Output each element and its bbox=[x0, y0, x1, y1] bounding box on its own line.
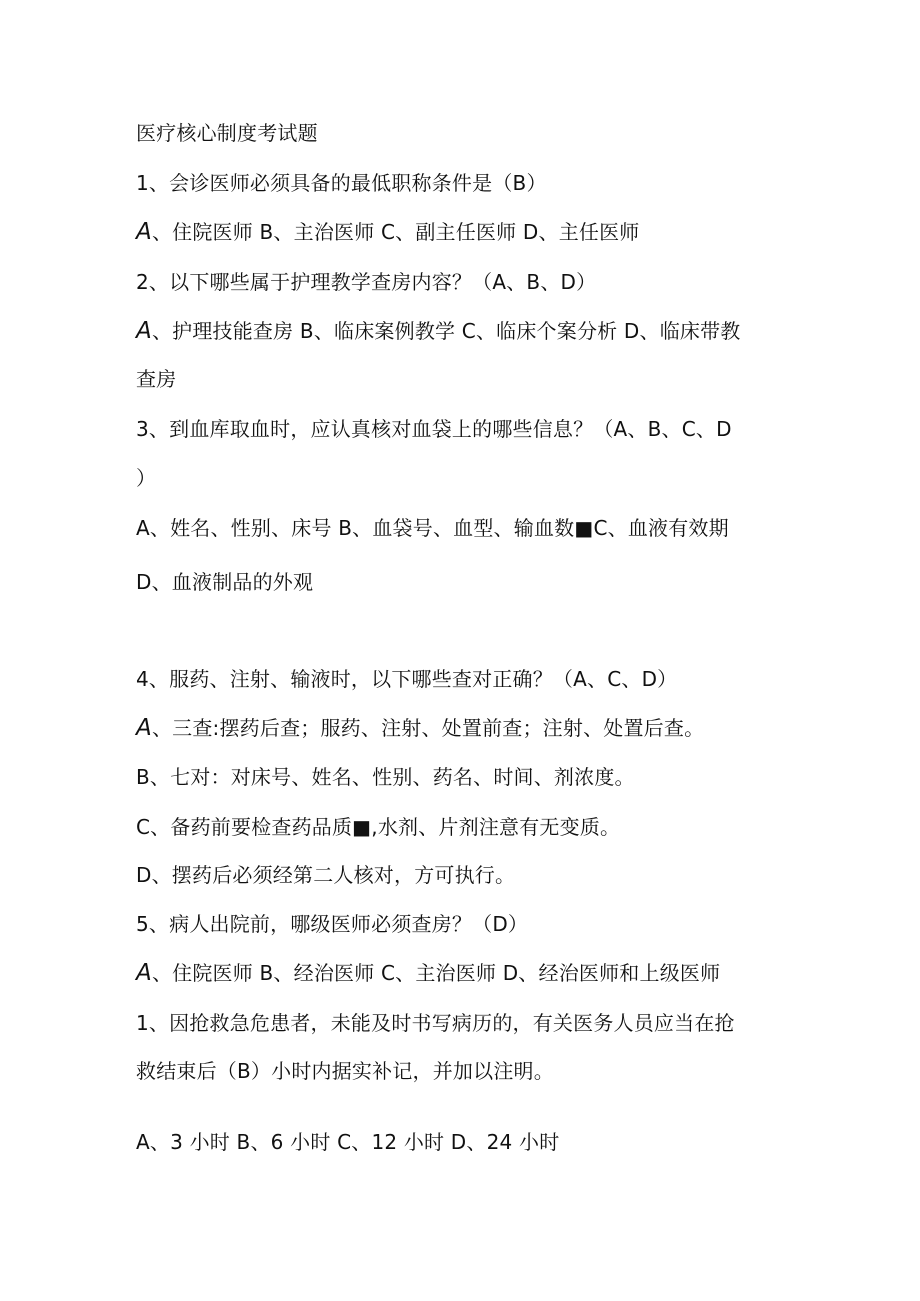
question-6-continued: 救结束后（B）小时内据实补记，并加以注明。 bbox=[136, 1059, 554, 1083]
option-a-letter: A bbox=[136, 715, 152, 741]
question-2: 2、以下哪些属于护理教学查房内容？（A、B、D） bbox=[136, 270, 597, 294]
question-4: 4、服药、注射、输液时，以下哪些查对正确？（A、C、D） bbox=[136, 667, 678, 691]
question-4-option-b: B、七对：对床号、姓名、性别、药名、时间、剂浓度。 bbox=[136, 765, 635, 789]
option-a-letter: A bbox=[136, 219, 152, 245]
question-4-option-c: C、备药前要检查药品质■,水剂、片剂注意有无变质。 bbox=[136, 815, 621, 839]
question-2-options-continued: 查房 bbox=[136, 367, 177, 391]
question-6-options: A、3 小时 B、6 小时 C、12 小时 D、24 小时 bbox=[136, 1130, 560, 1154]
question-1-options bbox=[136, 219, 796, 245]
option-a-letter: A bbox=[136, 960, 152, 986]
question-1: 1、会诊医师必须具备的最低职称条件是（B） bbox=[136, 171, 547, 195]
question-2-options-text: 、护理技能查房 B、临床案例教学 C、临床个案分析 D、临床带教 bbox=[151, 319, 741, 343]
question-5-options-text: 、住院医师 B、经治医师 C、主治医师 D、经治医师和上级医师 bbox=[151, 961, 721, 985]
question-4-option-d: D、摆药后必须经第二人核对，方可执行。 bbox=[136, 863, 516, 887]
question-2-options bbox=[136, 318, 796, 344]
question-3-continued: ） bbox=[136, 466, 157, 490]
question-5-options bbox=[136, 960, 796, 986]
question-4-option-a bbox=[136, 715, 796, 741]
question-6: 1、因抢救急危患者，未能及时书写病历的，有关医务人员应当在抢 bbox=[136, 1011, 735, 1035]
question-5: 5、病人出院前，哪级医师必须查房？（D） bbox=[136, 912, 529, 936]
option-a-letter: A bbox=[136, 318, 152, 344]
question-3: 3、到血库取血时，应认真核对血袋上的哪些信息？（A、B、C、D bbox=[136, 417, 732, 441]
question-3-options-line-1: A、姓名、性别、床号 B、血袋号、血型、输血数■C、血液有效期 bbox=[136, 516, 729, 540]
question-3-options-line-2: D、血液制品的外观 bbox=[136, 570, 314, 594]
document-title: 医疗核心制度考试题 bbox=[136, 121, 318, 145]
question-4-option-a-text: 、三查:摆药后查；服药、注射、处置前查；注射、处置后查。 bbox=[151, 716, 705, 740]
question-1-options-text: 、住院医师 B、主治医师 C、副主任医师 D、主任医师 bbox=[151, 220, 640, 244]
